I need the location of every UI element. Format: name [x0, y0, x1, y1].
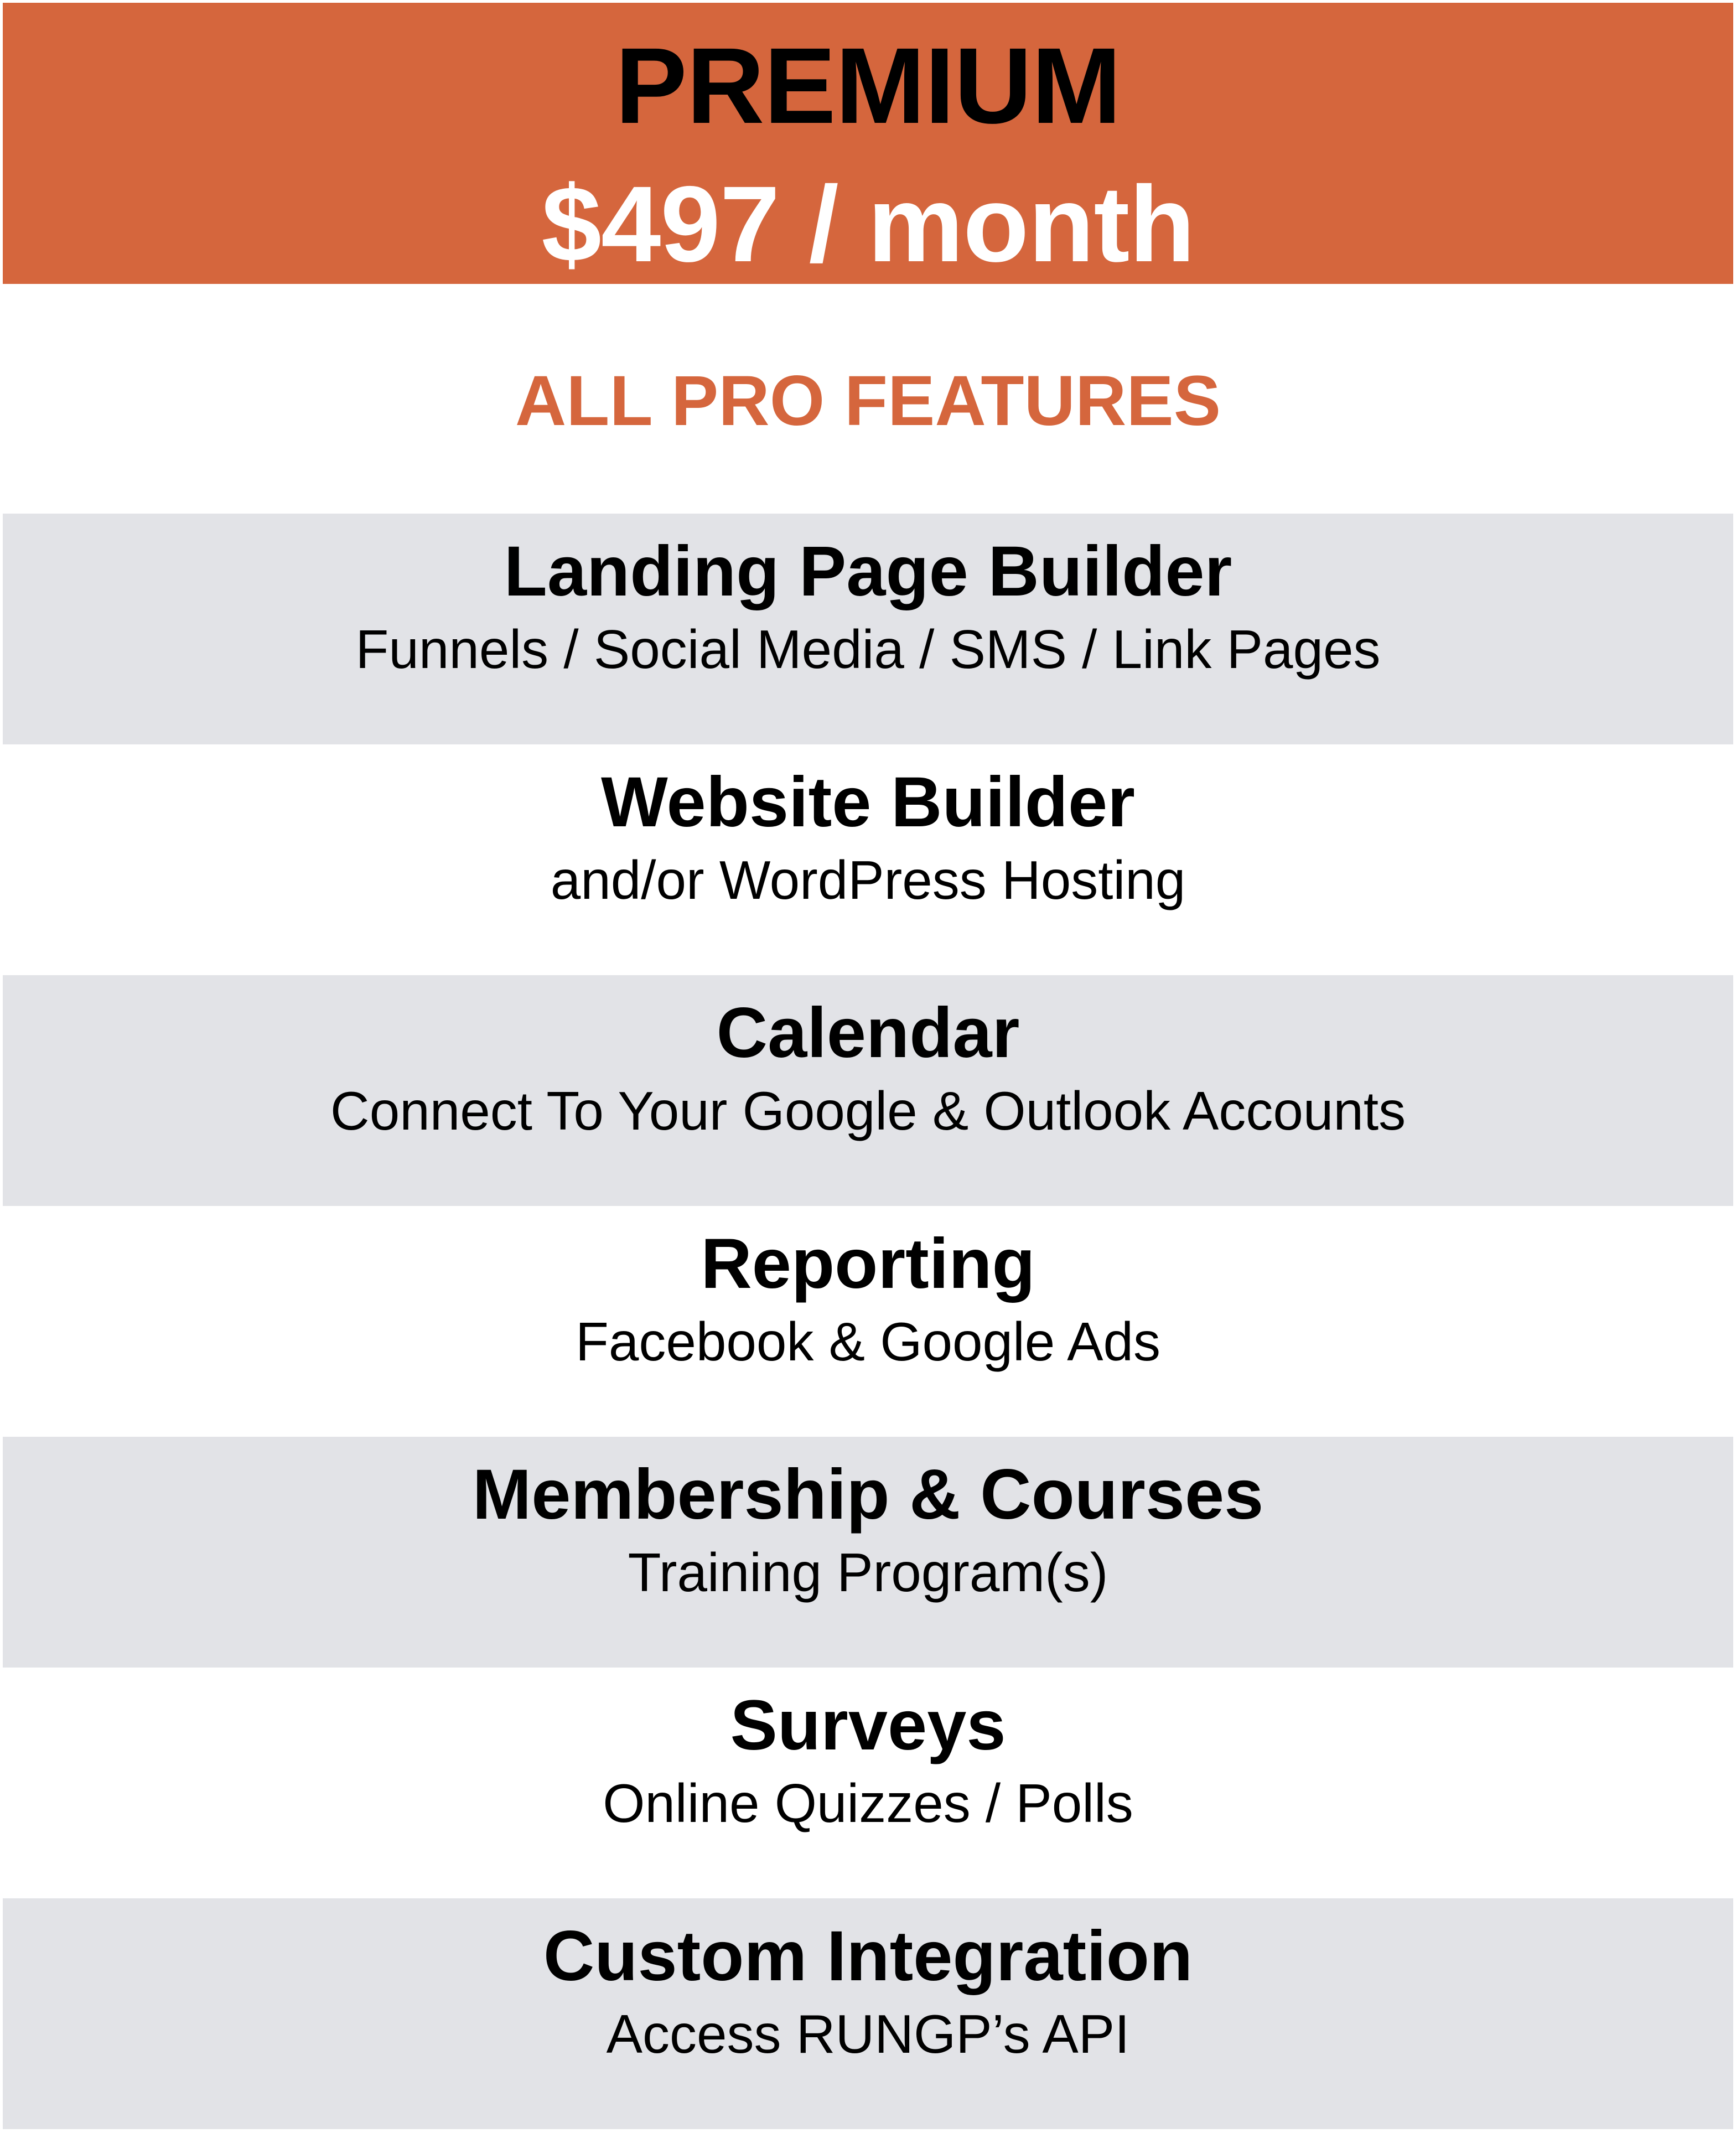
feature-description: Training Program(s): [628, 1542, 1108, 1603]
feature-description: Connect To Your Google & Outlook Accounts: [330, 1080, 1406, 1141]
features-subheading: ALL PRO FEATURES: [515, 361, 1221, 441]
feature-item-membership-courses: [3, 1437, 1733, 1668]
feature-title: Membership & Courses: [472, 1455, 1264, 1534]
feature-description: and/or WordPress Hosting: [550, 850, 1186, 910]
feature-description: Facebook & Google Ads: [576, 1311, 1160, 1372]
feature-item-landing-page-builder: [3, 514, 1733, 744]
plan-name: PREMIUM: [615, 25, 1121, 146]
feature-item-calendar: [3, 975, 1733, 1206]
feature-item-custom-integration: [3, 1898, 1733, 2129]
feature-description: Funnels / Social Media / SMS / Link Pages: [355, 619, 1381, 680]
feature-item-reporting: [3, 1206, 1733, 1437]
feature-title: Calendar: [716, 993, 1020, 1073]
feature-title: Reporting: [701, 1224, 1035, 1303]
feature-item-website-builder: [3, 744, 1733, 975]
plan-header: [3, 3, 1733, 284]
plan-price: $497 / month: [541, 164, 1195, 284]
feature-title: Landing Page Builder: [504, 532, 1232, 611]
feature-title: Custom Integration: [543, 1917, 1193, 1996]
feature-description: Online Quizzes / Polls: [603, 1773, 1133, 1834]
feature-description: Access RUNGP’s API: [606, 2003, 1130, 2064]
feature-list: [3, 514, 1733, 2129]
feature-item-surveys: [3, 1668, 1733, 1898]
feature-title: Surveys: [730, 1686, 1006, 1765]
feature-title: Website Builder: [601, 763, 1135, 842]
